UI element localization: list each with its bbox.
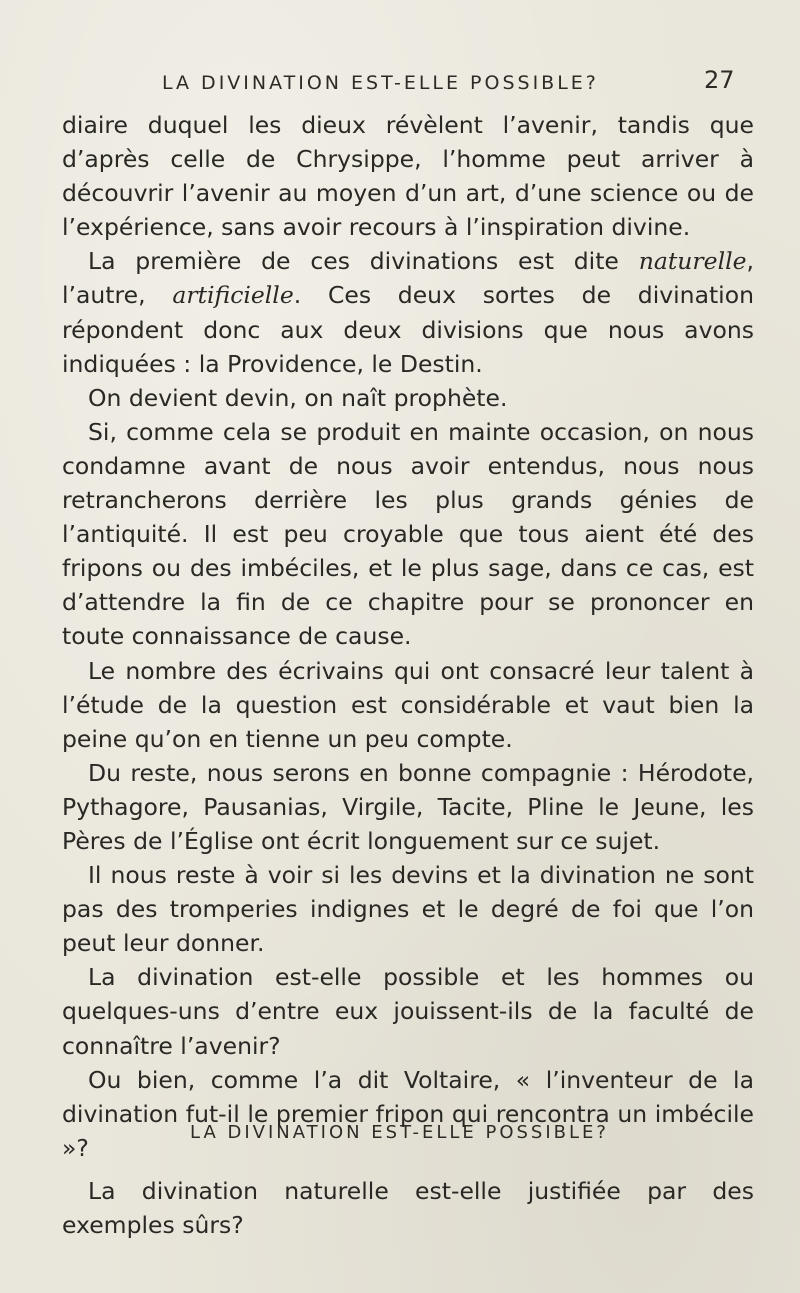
section-heading: LA DIVINATION EST-ELLE POSSIBLE?	[190, 1122, 609, 1143]
paragraph-6-text: Du reste, nous serons en bonne compagnie : Hérodote, Pythagore, Pausanias, Virgile, Tacite, Pline le Jeune, les Pères de l’Église ont écrit longuement sur ce sujet.	[62, 758, 754, 855]
paragraph-4	[62, 415, 754, 654]
body-text	[62, 108, 754, 1165]
paragraph-2-text-b: , l’autre,	[62, 247, 754, 310]
paragraph-7	[62, 858, 754, 960]
paragraph-5-text: Le nombre des écrivains qui ont consacré leur talent à l’étude de la question est considérable et vaut bien la peine qu’on en tienne un peu compte.	[62, 656, 754, 753]
paragraph-9-text: Ou bien, comme l’a dit Voltaire, « l’inventeur de la divination fut-il le premier fripon qui rencontra un imbécile »?	[62, 1065, 754, 1162]
paragraph-8	[62, 960, 754, 1062]
paragraph-5	[62, 654, 754, 756]
paragraph-2	[62, 244, 754, 380]
page-number: 27	[704, 66, 735, 94]
paragraph-3-text: On devient devin, on naît prophète.	[88, 383, 508, 412]
paragraph-9	[62, 1063, 754, 1165]
section-text	[62, 1174, 754, 1242]
paragraph-3	[62, 381, 754, 415]
paragraph-4-text: Si, comme cela se produit en mainte occasion, on nous condamne avant de nous avoir entendus, nous nous retrancherons derrière les plus grands génies de l’antiquité. Il est peu croyable que tous aient été des fripons ou des imbéciles, et le plus sage, dans ce cas, est d’attendre la fin de ce chapitre pour se prononcer en toute connaissance de cause.	[62, 417, 754, 651]
paragraph-1-text: diaire duquel les dieux révèlent l’avenir, tandis que d’après celle de Chrysippe, l’homme peut arriver à découvrir l’avenir au moyen d’un art, d’une science ou de l’expérience, sans avoir recours à l’inspiration divine.	[62, 111, 754, 242]
running-title: LA DIVINATION EST-ELLE POSSIBLE?	[162, 72, 599, 94]
paragraph-2-text-c: . Ces deux sortes de divination répondent donc aux deux divisions que nous avons indiquées : la Providence, le Destin.	[62, 281, 754, 378]
paragraph-1	[62, 108, 754, 244]
paragraph-6	[62, 756, 754, 858]
paragraph-8-text: La divination est-elle possible et les hommes ou quelques-uns d’entre eux jouissent-ils de la faculté de connaître l’avenir?	[62, 963, 754, 1060]
paragraph-2-text-a: La première de ces divinations est dite	[88, 247, 639, 276]
section-paragraph-1: La divination naturelle est-elle justifiée par des exemples sûrs?	[62, 1177, 754, 1240]
term-artificielle: artificielle	[172, 281, 294, 310]
term-naturelle: naturelle	[638, 247, 747, 276]
paragraph-7-text: Il nous reste à voir si les devins et la divination ne sont pas des tromperies indignes et le degré de foi que l’on peut leur donner.	[62, 861, 754, 958]
